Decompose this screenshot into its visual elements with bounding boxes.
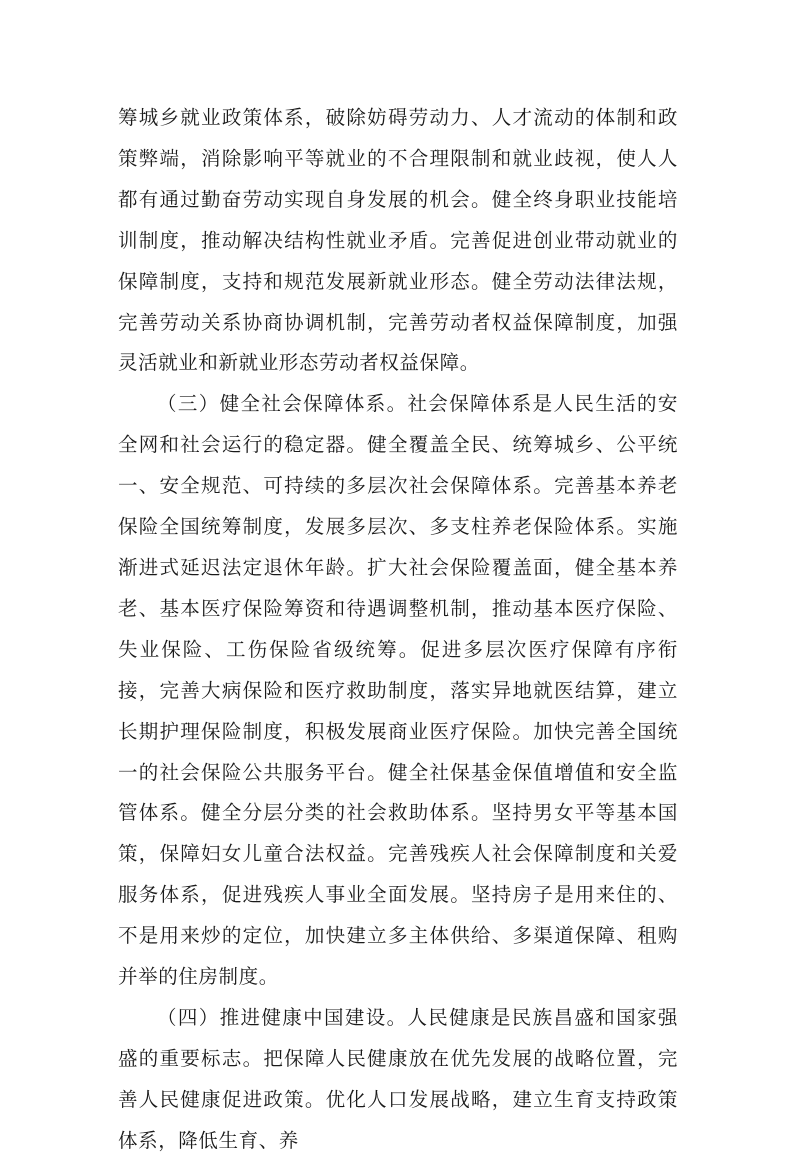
paragraph-employment-continued: 筹城乡就业政策体系，破除妨碍劳动力、人才流动的体制和政策弊端，消除影响平等就业的不合理限制和就业歧视，使人人都有通过勤奋劳动实现自身发展的机会。健全终身职业技能培训制度，推动解决结构性就业矛盾。完善促进创业带动就业的保障制度，支持和规范发展新就业形态。健全劳动法律法规，完善劳动关系协商协调机制，完善劳动者权益保障制度，加强灵活就业和新就业形态劳动者权益保障。 — [118, 106, 678, 375]
document-body — [118, 98, 678, 1162]
paragraph-social-security: （三）健全社会保障体系。社会保障体系是人民生活的安全网和社会运行的稳定器。健全覆盖全民、统筹城乡、公平统一、安全规范、可持续的多层次社会保障体系。完善基本养老保险全国统筹制度，发展多层次、多支柱养老保险体系。实施渐进式延迟法定退休年龄。扩大社会保险覆盖面，健全基本养老、基本医疗保险筹资和待遇调整机制，推动基本医疗保险、失业保险、工伤保险省级统筹。促进多层次医疗保障有序衔接，完善大病保险和医疗救助制度，落实异地就医结算，建立长期护理保险制度，积极发展商业医疗保险。加快完善全国统一的社会保险公共服务平台。健全社保基金保值增值和安全监管体系。健全分层分类的社会救助体系。坚持男女平等基本国策，保障妇女儿童合法权益。完善残疾人社会保障制度和关爱服务体系，促进残疾人事业全面发展。坚持房子是用来住的、不是用来炒的定位，加快建立多主体供给、多渠道保障、租购并举的住房制度。 — [118, 392, 678, 989]
paragraph-healthy-china: （四）推进健康中国建设。人民健康是民族昌盛和国家强盛的重要标志。把保障人民健康放在优先发展的战略位置，完善人民健康促进政策。优化人口发展战略，建立生育支持政策体系，降低生育、养 — [118, 1005, 678, 1152]
